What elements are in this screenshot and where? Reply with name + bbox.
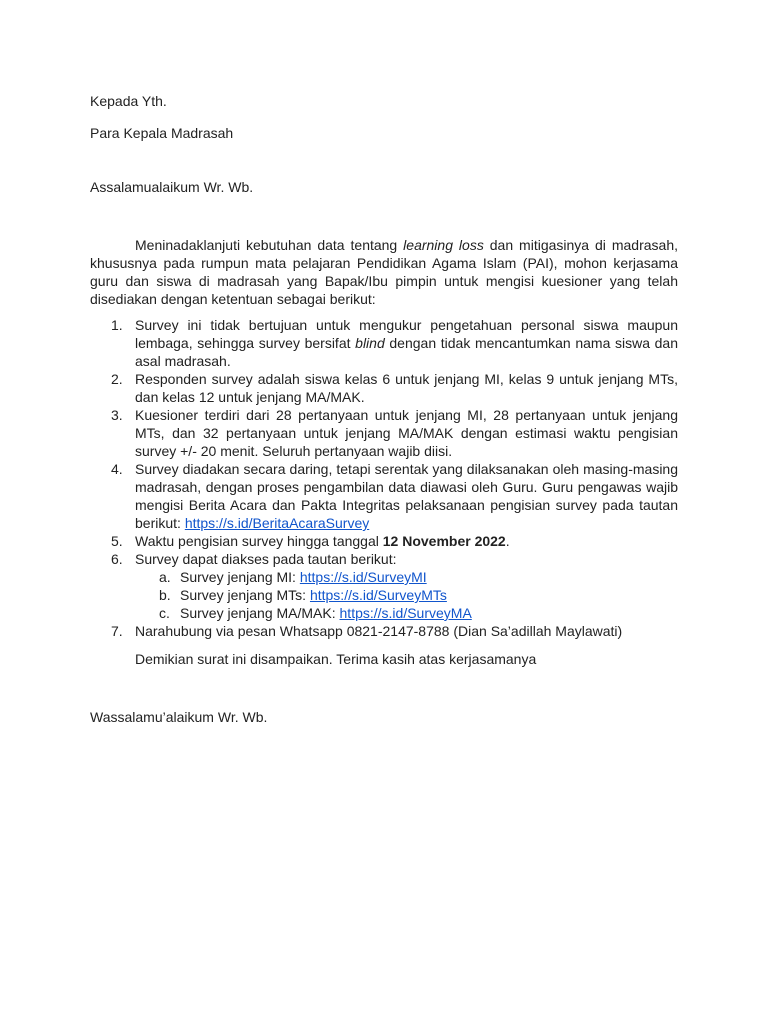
survey-mi-link[interactable]: https://s.id/SurveyMI (299, 569, 427, 585)
list-item-1 (111, 316, 679, 370)
sub-list-letter: a. (159, 569, 171, 585)
intro-text-2: dan mitigasinya di madrasah, khususnya pada rumpun mata pelajaran Pendidikan Agama Islam (PAI), mohon kerjasama guru dan siswa di madrasah yang Bapak/Ibu pimpin untuk mengisi kuesioner yang telah disediakan dengan ketentuan sebagai berikut: (90, 237, 678, 307)
sub-item-b-label: Survey jenjang MTs: (180, 587, 310, 603)
list-number: 3. (111, 407, 123, 423)
letter-page (90, 92, 678, 726)
item-7-text: Narahubung via pesan Whatsapp 0821-2147-8788 (Dian Sa’adillah Maylawati) (135, 623, 623, 639)
list-item-6 (111, 550, 678, 622)
closing-statement: Demikian surat ini disampaikan. Terima kasih atas kerjasamanya (135, 651, 537, 667)
intro-paragraph (90, 236, 678, 308)
list-item-3 (111, 406, 678, 460)
sub-list-letter: b. (159, 587, 171, 603)
item-5-text-2: . (505, 533, 510, 549)
intro-italic-term: learning loss (403, 237, 484, 253)
survey-ma-link[interactable]: https://s.id/SurveyMA (339, 605, 472, 621)
item-5-text-1: Waktu pengisian survey hingga tanggal (135, 533, 383, 549)
sub-list-letter: c. (159, 605, 170, 621)
recipient-line-1: Kepada Yth. (90, 93, 167, 109)
list-number: 4. (111, 461, 123, 477)
list-number: 5. (111, 533, 123, 549)
list-item-4 (111, 460, 678, 532)
signoff: Wassalamu’alaikum Wr. Wb. (90, 709, 268, 725)
requirements-list (90, 316, 678, 640)
survey-mts-link[interactable]: https://s.id/SurveyMTs (309, 587, 447, 603)
sub-item-b (159, 586, 678, 604)
list-number: 1. (111, 317, 123, 333)
item-4-text: Survey diadakan secara daring, tetapi serentak yang dilaksanakan oleh masing-masing madrasah, dengan proses pengambilan data diawasi oleh Guru. Guru pengawas wajib mengisi Berita Acara dan Pakta Integritas pelaksanaan pengisian survey pada tautan berikut: (135, 461, 678, 531)
list-item-5 (111, 532, 678, 550)
item-3-text: Kuesioner terdiri dari 28 pertanyaan untuk jenjang MI, 28 pertanyaan untuk jenjang MTs, dan 32 pertanyaan untuk jenjang MA/MAK dengan estimasi waktu pengisian survey +/- 20 menit. Seluruh pertanyaan wajib diisi. (135, 407, 678, 459)
berita-acara-link[interactable]: https://s.id/BeritaAcaraSurvey (184, 515, 370, 531)
recipient-line-2: Para Kepala Madrasah (90, 125, 234, 141)
item-1-italic: blind (355, 335, 385, 351)
item-1-text-2: dengan tidak mencantumkan nama siswa dan asal madrasah. (135, 335, 679, 369)
item-6-text: Survey dapat diakses pada tautan berikut: (135, 551, 397, 567)
intro-text-1: Meninadaklanjuti kebutuhan data tentang (135, 237, 404, 253)
sub-item-c-label: Survey jenjang MA/MAK: (180, 605, 340, 621)
greeting: Assalamualaikum Wr. Wb. (90, 179, 254, 195)
list-number: 6. (111, 551, 123, 567)
item-1-text-1: Survey ini tidak bertujuan untuk mengukur pengetahuan personal siswa maupun lembaga, sehingga survey bersifat (135, 317, 678, 351)
deadline-date: 12 November 2022 (382, 533, 506, 549)
sub-item-c (159, 604, 678, 622)
sub-item-a-label: Survey jenjang MI: (180, 569, 300, 585)
list-number: 7. (111, 623, 123, 639)
item-2-text: Responden survey adalah siswa kelas 6 untuk jenjang MI, kelas 9 untuk jenjang MTs, dan kelas 12 untuk jenjang MA/MAK. (135, 371, 678, 405)
list-item-7 (111, 622, 678, 640)
survey-links-list (135, 568, 678, 622)
list-number: 2. (111, 371, 123, 387)
list-item-2 (111, 370, 678, 406)
sub-item-a (159, 568, 678, 586)
